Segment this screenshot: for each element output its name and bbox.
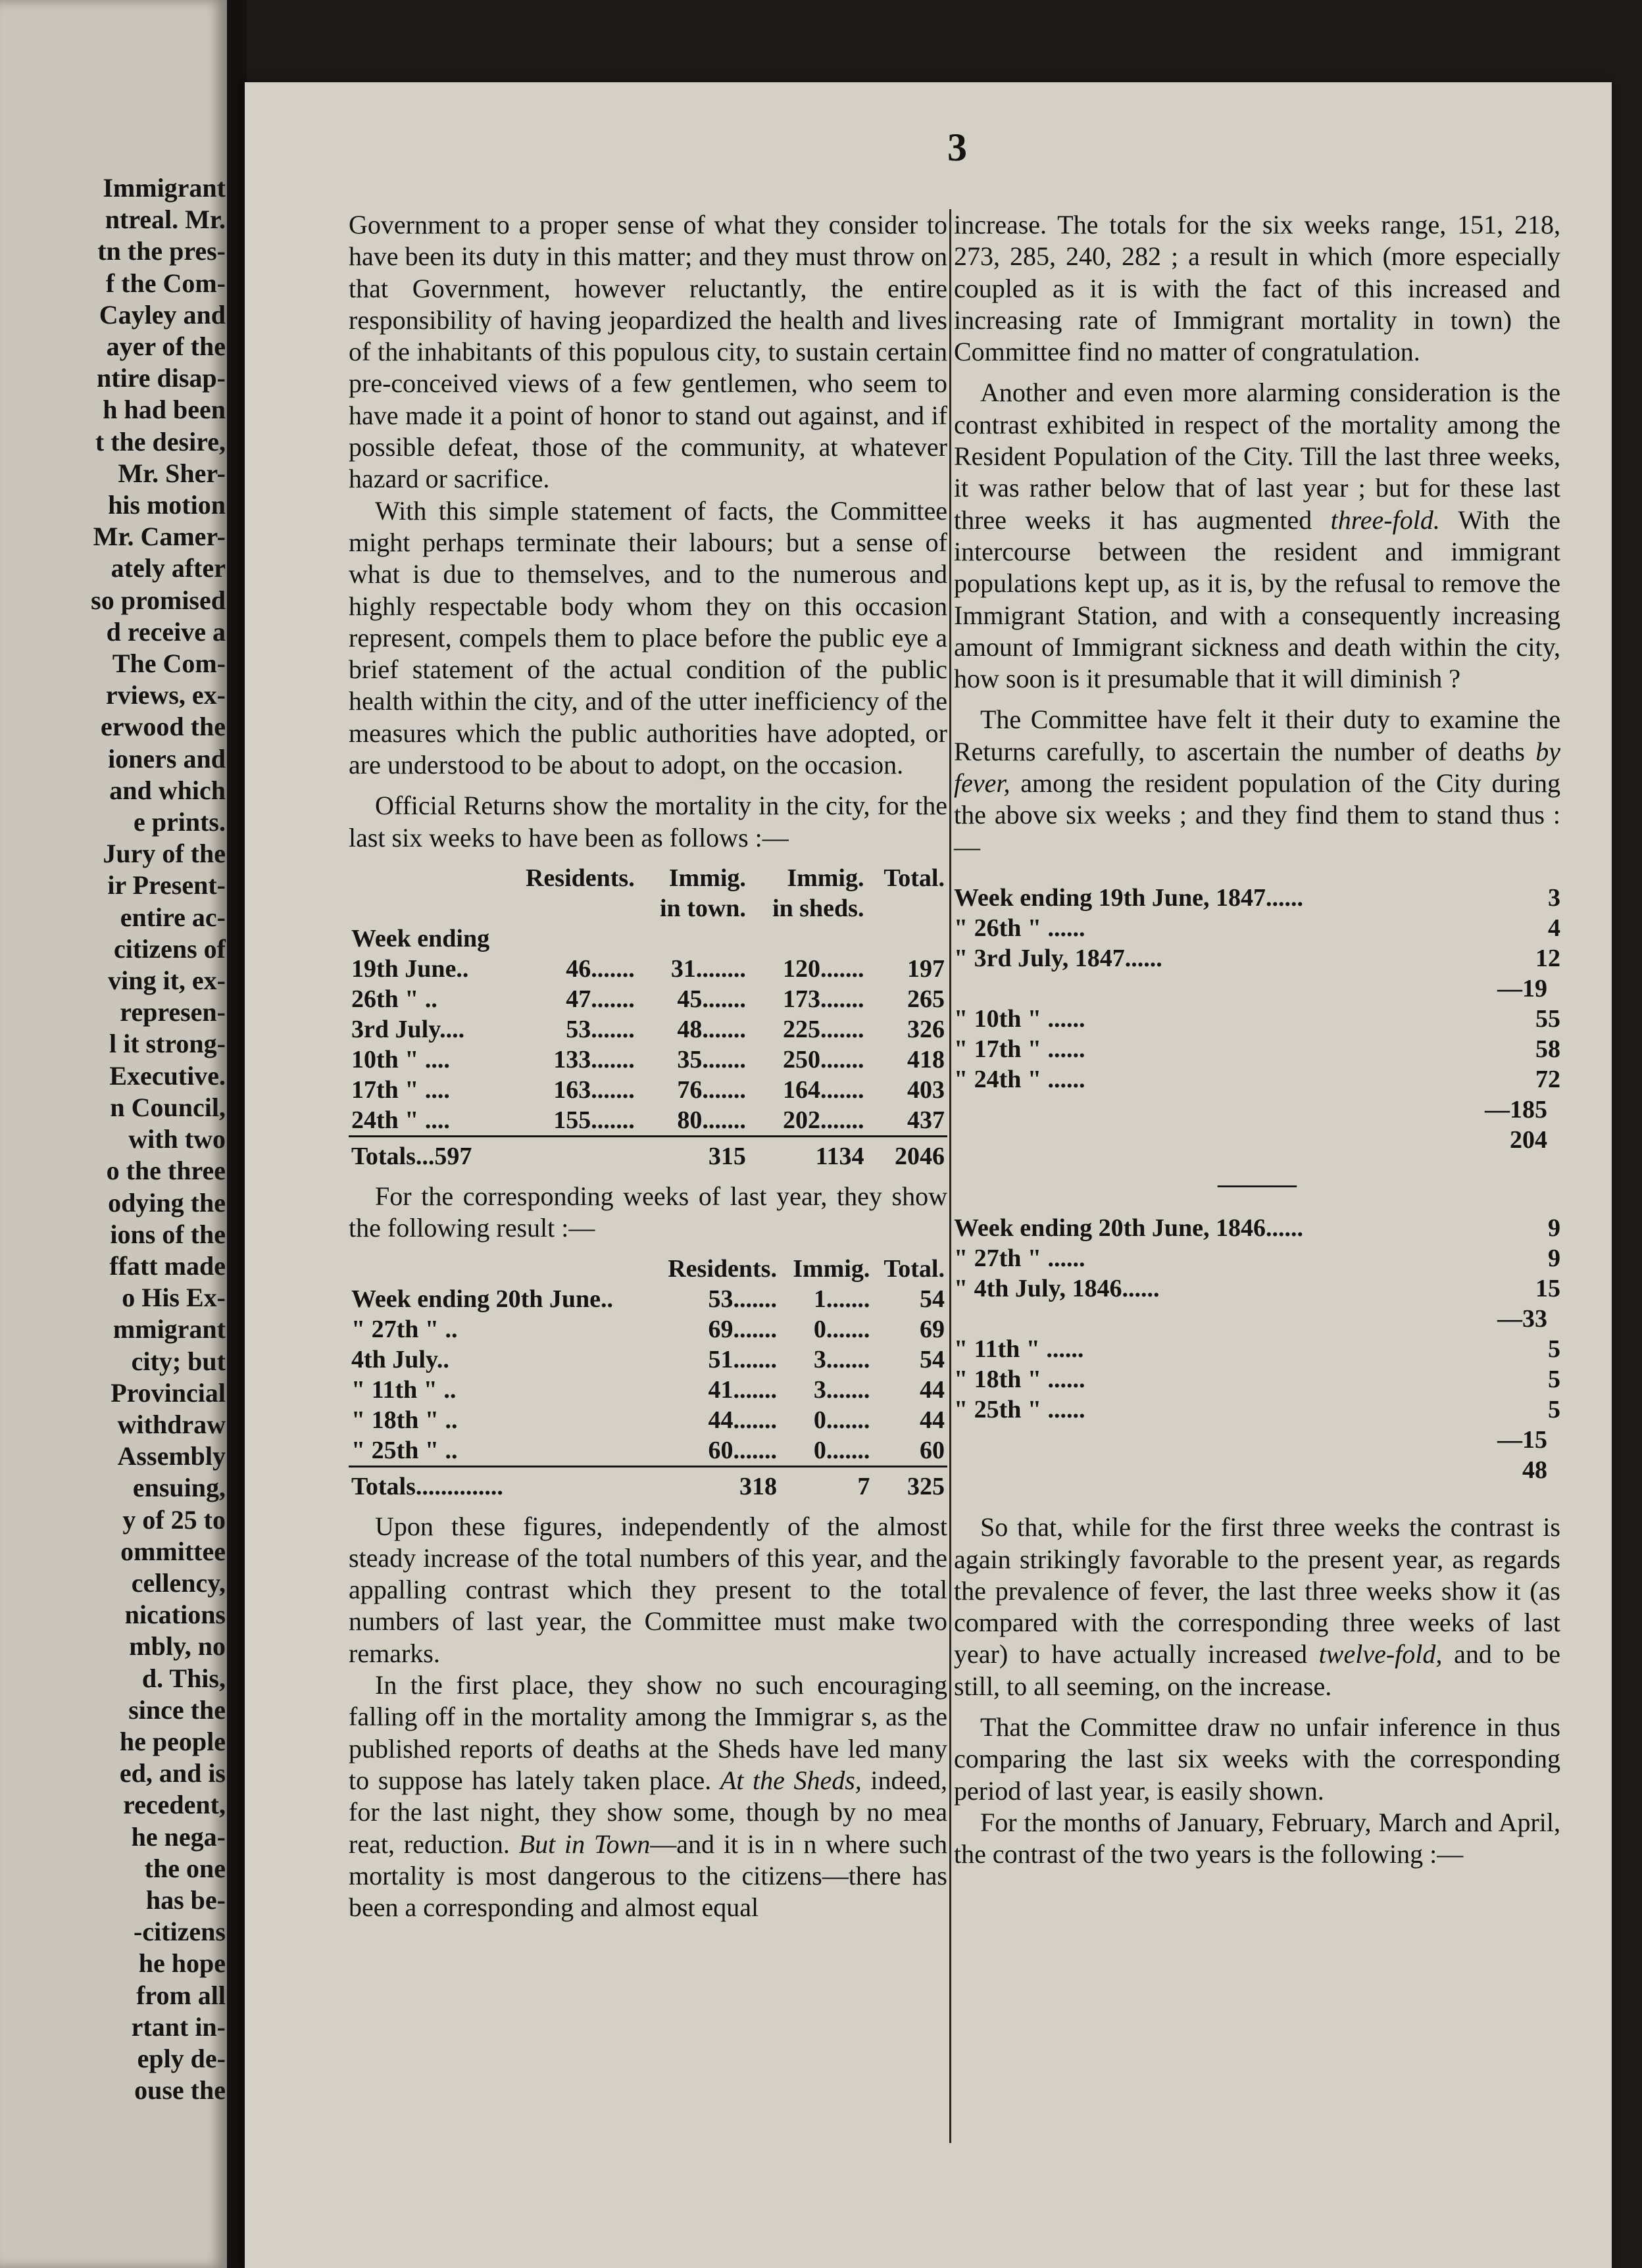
fever-subtotal: —19 bbox=[1497, 974, 1547, 1002]
table-cell: 51....... bbox=[708, 1345, 777, 1373]
table-cell: 202....... bbox=[782, 1106, 864, 1134]
table-cell: 3rd July.... bbox=[351, 1015, 465, 1043]
fever-row bbox=[954, 1334, 1560, 1364]
table-cell: 35....... bbox=[677, 1045, 746, 1073]
previous-page-line: from all bbox=[136, 1980, 226, 2010]
fever-row-label: " 17th " ...... bbox=[954, 1035, 1085, 1063]
table-header: Total. bbox=[883, 1254, 945, 1283]
fever-subtotal: —15 bbox=[1497, 1426, 1547, 1454]
previous-page-line: ommittee bbox=[120, 1536, 226, 1566]
previous-page-line: l it strong- bbox=[109, 1029, 226, 1059]
table-cell: 418 bbox=[907, 1045, 945, 1073]
table-row bbox=[349, 1314, 947, 1344]
table-row bbox=[349, 1045, 947, 1075]
previous-page-line: citizens of bbox=[114, 933, 226, 964]
table-cell: 48....... bbox=[677, 1015, 746, 1043]
table-total-cell: 2046 bbox=[895, 1142, 945, 1170]
table-header: Immig. bbox=[668, 864, 746, 892]
italic-run: by fever, bbox=[954, 736, 1560, 799]
table-cell: " 18th " .. bbox=[351, 1406, 458, 1434]
table-row bbox=[349, 1014, 947, 1045]
previous-page-line: eply de- bbox=[137, 2043, 226, 2073]
table-cell: 120....... bbox=[782, 954, 864, 983]
previous-page-line: Jury of the bbox=[103, 839, 226, 869]
fever-deaths-1846 bbox=[954, 1213, 1560, 1485]
previous-page-line: ions of the bbox=[110, 1219, 226, 1249]
previous-page-line: odying the bbox=[108, 1187, 226, 1218]
previous-page-line: ouse the bbox=[134, 2075, 226, 2106]
previous-page-line: Mr. Sher- bbox=[118, 458, 226, 488]
fever-row-value: 5 bbox=[1548, 1396, 1560, 1424]
table-cell: " 25th " .. bbox=[351, 1436, 458, 1464]
table-cell: 53....... bbox=[708, 1285, 777, 1313]
left-column bbox=[349, 209, 947, 1923]
table-row-label: Week ending bbox=[351, 924, 490, 952]
section-divider: ——— bbox=[1218, 1168, 1297, 1198]
page-number: 3 bbox=[947, 126, 967, 169]
table-cell: 44 bbox=[920, 1406, 945, 1434]
table-cell: 0....... bbox=[813, 1406, 870, 1434]
fever-row-label: Week ending 20th June, 1846...... bbox=[954, 1214, 1304, 1243]
text-run: among the resident population of the City during the above six weeks ; and they find them to stand thus :— bbox=[954, 768, 1560, 862]
fever-subtotal: —185 bbox=[1485, 1095, 1547, 1123]
previous-page-line: cellency, bbox=[131, 1567, 226, 1598]
table-header: Immig. bbox=[787, 864, 864, 892]
table-cell: 3....... bbox=[813, 1345, 870, 1373]
fever-row-value: 72 bbox=[1535, 1065, 1560, 1093]
fever-row-label: " 27th " ...... bbox=[954, 1245, 1085, 1273]
table-total-cell: 325 bbox=[907, 1472, 945, 1500]
table-total-cell: 318 bbox=[739, 1472, 777, 1500]
previous-page-line: n Council, bbox=[110, 1092, 226, 1122]
fever-row bbox=[954, 1243, 1560, 1273]
previous-page-line: ntire disap- bbox=[97, 363, 226, 393]
table-header bbox=[349, 863, 498, 893]
italic-run: But in Town bbox=[518, 1829, 651, 1859]
fever-row bbox=[954, 883, 1560, 913]
previous-page-line: city; but bbox=[131, 1346, 226, 1376]
table-cell: 44 bbox=[920, 1375, 945, 1404]
fever-row-label: " 3rd July, 1847...... bbox=[954, 944, 1162, 972]
previous-page-line: ensuing, bbox=[132, 1473, 226, 1503]
fever-row-value: 5 bbox=[1548, 1335, 1560, 1364]
previous-page-line: the one bbox=[144, 1853, 226, 1883]
previous-page-line: mmigrant bbox=[112, 1314, 226, 1344]
fever-row-value: 55 bbox=[1535, 1004, 1560, 1033]
table-row bbox=[349, 954, 947, 984]
table-cell: 164....... bbox=[782, 1075, 864, 1104]
previous-page-line: and which bbox=[109, 775, 226, 805]
table-cell: 0....... bbox=[813, 1315, 870, 1343]
previous-page-line: mbly, no bbox=[129, 1631, 226, 1662]
table-cell: 133....... bbox=[553, 1045, 635, 1073]
previous-page-line: d. This, bbox=[141, 1663, 226, 1693]
previous-page-line: tn the pres- bbox=[97, 236, 226, 266]
table-subheader: in town. bbox=[660, 894, 746, 922]
fever-row-label: Week ending 19th June, 1847...... bbox=[954, 883, 1304, 912]
previous-page-line: y of 25 to bbox=[122, 1504, 226, 1535]
table-cell: Week ending 20th June.. bbox=[351, 1285, 614, 1313]
italic-run: At the Sheds, bbox=[720, 1765, 862, 1795]
previous-page-line: ayer of the bbox=[106, 332, 226, 362]
previous-page-line: withdraw bbox=[117, 1409, 226, 1439]
book-gutter bbox=[227, 0, 247, 2268]
fever-deaths-1847 bbox=[954, 883, 1560, 1155]
table-cell: 155....... bbox=[553, 1106, 635, 1134]
fever-total: 48 bbox=[1522, 1456, 1547, 1485]
table-cell: 437 bbox=[907, 1106, 945, 1134]
fever-row-value: 58 bbox=[1535, 1035, 1560, 1063]
table-cell: 26th " .. bbox=[351, 985, 437, 1013]
previous-page-line: recedent, bbox=[123, 1790, 226, 1820]
paragraph bbox=[954, 704, 1560, 862]
italic-run: three-fold. bbox=[1330, 505, 1440, 535]
table-cell: 17th " .... bbox=[351, 1075, 450, 1104]
table-row bbox=[349, 1435, 947, 1467]
mortality-table-1847 bbox=[349, 863, 947, 1171]
table-cell: 326 bbox=[907, 1015, 945, 1043]
fever-row-value: 15 bbox=[1535, 1275, 1560, 1303]
previous-page-edge bbox=[0, 0, 227, 2268]
table-row bbox=[349, 984, 947, 1014]
table-cell: 47....... bbox=[566, 985, 635, 1013]
fever-total: 204 bbox=[1510, 1125, 1547, 1154]
previous-page-line: Cayley and bbox=[99, 299, 226, 330]
fever-subtotal: —33 bbox=[1497, 1305, 1547, 1333]
previous-page-line: e prints. bbox=[134, 807, 226, 837]
table-cell: 69....... bbox=[708, 1315, 777, 1343]
text-run: —and it is in n where such mortality is most dangerous to the citizens—there has been a corresponding and almost equal bbox=[349, 1829, 948, 1923]
table-cell: 54 bbox=[920, 1345, 945, 1373]
table-cell: 41....... bbox=[708, 1375, 777, 1404]
paragraph: Upon these figures, independently of the almost steady increase of the total numbers of this year, and the appalling contrast which they present to the total numbers of last year, the Committee must make two remarks. bbox=[349, 1511, 947, 1668]
fever-row-label: " 24th " ...... bbox=[954, 1065, 1085, 1093]
fever-row bbox=[954, 1004, 1560, 1034]
table-total-cell: 7 bbox=[857, 1472, 870, 1500]
previous-page-line: Assembly bbox=[117, 1441, 226, 1471]
table-header: Residents. bbox=[668, 1254, 777, 1283]
fever-row-label: " 11th " ...... bbox=[954, 1335, 1084, 1364]
previous-page-line: nications bbox=[124, 1600, 226, 1630]
paragraph bbox=[349, 1669, 947, 1923]
table-cell: 44....... bbox=[708, 1406, 777, 1434]
table-header bbox=[349, 1254, 651, 1284]
paragraph: Official Returns show the mortality in the city, for the last six weeks to have been as follows :— bbox=[349, 791, 947, 852]
previous-page-line: his motion bbox=[108, 490, 226, 520]
text-run: So that, while for the first three weeks the contrast is again strikingly favorable to the present year, as regards the prevalence of fever, the last three weeks show it (as compared with the corresponding three weeks of last year) to have actually increased bbox=[954, 1512, 1560, 1669]
fever-row-value: 5 bbox=[1548, 1366, 1560, 1394]
previous-page-line: ir Present- bbox=[107, 870, 226, 900]
right-column bbox=[954, 209, 1560, 1871]
previous-page-text bbox=[2, 172, 226, 2106]
table-row bbox=[349, 1075, 947, 1105]
table-cell: 4th July.. bbox=[351, 1345, 449, 1373]
table-cell: 69 bbox=[920, 1315, 945, 1343]
previous-page-line: -citizens bbox=[134, 1917, 226, 1947]
table-cell: 265 bbox=[907, 985, 945, 1013]
table-cell: 250....... bbox=[782, 1045, 864, 1073]
table-total-label: Totals.............. bbox=[351, 1472, 503, 1500]
column-rule bbox=[949, 209, 951, 2143]
fever-row-label: " 25th " ...... bbox=[954, 1396, 1085, 1424]
table-row bbox=[349, 1375, 947, 1405]
table-cell: 163....... bbox=[553, 1075, 635, 1104]
table-cell: 197 bbox=[907, 954, 945, 983]
table-cell: 403 bbox=[907, 1075, 945, 1104]
text-run: With the intercourse between the resident and immigrant populations kept up, as it is, by the refusal to remove the Immigrant Station, and with a consequently increasing amount of Immigrant sickness and death within the city, how soon is it presumable that it will diminish ? bbox=[954, 505, 1561, 694]
text-run: In the first place, they show no such encouraging falling off in the mortality among the Immigrar s, as the published reports of deaths at the Sheds have led many to suppose has lately taken place. bbox=[349, 1670, 947, 1795]
previous-page-line: f the Com- bbox=[105, 268, 226, 298]
table-header: Immig. bbox=[793, 1254, 870, 1283]
previous-page-line: rviews, ex- bbox=[105, 680, 226, 710]
fever-row-label: " 18th " ...... bbox=[954, 1366, 1085, 1394]
previous-page-line: entire ac- bbox=[120, 902, 226, 932]
previous-page-line: erwood the bbox=[101, 712, 226, 742]
table-cell: " 11th " .. bbox=[351, 1375, 457, 1404]
table-subheader bbox=[866, 893, 947, 924]
fever-row bbox=[954, 1273, 1560, 1304]
previous-page-line: o the three bbox=[106, 1156, 226, 1186]
table-subheader bbox=[498, 893, 637, 924]
previous-page-line: rtant in- bbox=[131, 2011, 226, 2042]
paragraph: increase. The totals for the six weeks range, 151, 218, 273, 285, 240, 282 ; a result in which (more especially coupled as it is with the fact of this increased and increasing rate of Immigrant mortality in town) the Committee find no matter of congratulation. bbox=[954, 210, 1560, 367]
previous-page-line: ving it, ex- bbox=[108, 966, 226, 996]
table-cell: 10th " .... bbox=[351, 1045, 450, 1073]
previous-page-line: he nega- bbox=[131, 1821, 226, 1852]
table-total-label: Totals...597 bbox=[351, 1142, 472, 1170]
previous-page-line: ffatt made bbox=[109, 1250, 226, 1281]
text-run: indeed, for the last night, they show some, though by no mea reat, reduction. bbox=[349, 1765, 947, 1859]
table-cell: 76....... bbox=[677, 1075, 746, 1104]
previous-page-line: Provincial bbox=[111, 1377, 226, 1408]
previous-page-line: since the bbox=[128, 1694, 226, 1725]
table-cell: 53....... bbox=[566, 1015, 635, 1043]
table-header: Residents. bbox=[525, 864, 635, 892]
previous-page-line: d receive a bbox=[106, 616, 226, 647]
mortality-table-1846 bbox=[349, 1254, 947, 1502]
previous-page-line: ioners and bbox=[108, 743, 226, 774]
previous-page-line: o His Ex- bbox=[122, 1283, 226, 1313]
italic-run: twelve-fold, bbox=[1318, 1639, 1443, 1669]
text-run: and to be still, to all seeming, on the increase. bbox=[954, 1639, 1561, 1701]
table-cell: 24th " .... bbox=[351, 1106, 450, 1134]
table-cell: 46....... bbox=[566, 954, 635, 983]
previous-page-line: represen- bbox=[120, 997, 226, 1027]
table-row bbox=[349, 1105, 947, 1137]
table-cell: 60....... bbox=[708, 1436, 777, 1464]
previous-page-line: he hope bbox=[138, 1948, 226, 1979]
table-cell: 60 bbox=[920, 1436, 945, 1464]
paragraph: That the Committee draw no unfair inference in thus comparing the last six weeks with the corresponding period of last year, is easily shown. bbox=[954, 1712, 1560, 1806]
previous-page-line: Mr. Camer- bbox=[93, 522, 226, 552]
text-run: Another and even more alarming consideration is the contrast exhibited in respect of the mortality among the Resident Population of the City. Till the last three weeks, it was rather below that of last year ; but for these last three weeks it has augmented bbox=[954, 378, 1560, 535]
table-header: Total. bbox=[883, 864, 945, 892]
previous-page-line: he people bbox=[119, 1726, 226, 1756]
fever-row-value: 12 bbox=[1535, 944, 1560, 972]
fever-row-value: 4 bbox=[1548, 914, 1560, 942]
table-cell: 0....... bbox=[813, 1436, 870, 1464]
fever-row-label: " 10th " ...... bbox=[954, 1004, 1085, 1033]
fever-row bbox=[954, 943, 1560, 974]
table-cell: 225....... bbox=[782, 1015, 864, 1043]
table-row bbox=[349, 1284, 947, 1314]
paragraph bbox=[954, 377, 1560, 695]
fever-row-value: 3 bbox=[1548, 883, 1560, 912]
table-subheader: in sheds. bbox=[772, 894, 864, 922]
table-cell: 31........ bbox=[670, 954, 746, 983]
paragraph: Government to a proper sense of what they consider to have been its duty in this matter; and they must throw on that Government, however reluctantly, the entire responsibility of having jeopardized the health and lives of the inhabitants of this populous city, to sustain certain pre-conceived views of a few gentlemen, who seem to have made it a point of honor to stand out against, and if possible defeat, those of the community, at whatever hazard or sacrifice. bbox=[349, 210, 947, 494]
table-cell: " 27th " .. bbox=[351, 1315, 458, 1343]
table-total-cell: 1134 bbox=[815, 1142, 864, 1170]
previous-page-line: so promised bbox=[91, 585, 226, 615]
fever-row bbox=[954, 1364, 1560, 1394]
table-cell: 80....... bbox=[677, 1106, 746, 1134]
paragraph: For the corresponding weeks of last year, they show the following result :— bbox=[349, 1181, 947, 1243]
previous-page-line: h had been bbox=[103, 395, 226, 425]
table-row bbox=[349, 1405, 947, 1435]
fever-row-label: " 26th " ...... bbox=[954, 914, 1085, 942]
table-subheader bbox=[349, 893, 498, 924]
fever-row bbox=[954, 1064, 1560, 1095]
previous-page-line: ately after bbox=[111, 553, 226, 583]
text-run: The Committee have felt it their duty to examine the Returns carefully, to ascertain the number of deaths bbox=[954, 704, 1560, 766]
previous-page-line: Executive. bbox=[109, 1060, 226, 1091]
fever-row bbox=[954, 913, 1560, 943]
previous-page-line: ntreal. Mr. bbox=[105, 205, 226, 235]
table-row bbox=[349, 1344, 947, 1375]
table-total-cell: 315 bbox=[708, 1142, 746, 1170]
table-cell: 1....... bbox=[813, 1285, 870, 1313]
paragraph: With this simple statement of facts, the Committee might perhaps terminate their labours; but a sense of what is due to themselves, and to the numerous and highly respectable body whom they on this occasion represent, compels them to place before the public eye a brief statement of the actual condition of the public health within the city, and of the utter inefficiency of the measures which the public authorities have adopted, or are understood to be about to adopt, on the occasion. bbox=[349, 495, 947, 780]
fever-row-label: " 4th July, 1846...... bbox=[954, 1275, 1160, 1303]
table-cell: 19th June.. bbox=[351, 954, 469, 983]
table-cell: 45....... bbox=[677, 985, 746, 1013]
table-cell: 54 bbox=[920, 1285, 945, 1313]
previous-page-line: Immigrant bbox=[103, 173, 226, 203]
previous-page-line: t the desire, bbox=[95, 426, 226, 456]
paragraph: For the months of January, February, March and April, the contrast of the two years is the following :— bbox=[954, 1807, 1560, 1869]
previous-page-line: The Com- bbox=[112, 649, 226, 679]
previous-page-line: with two bbox=[128, 1124, 226, 1154]
previous-page-line: ed, and is bbox=[119, 1758, 226, 1788]
fever-row-value: 9 bbox=[1548, 1245, 1560, 1273]
previous-page-line: has be- bbox=[145, 1885, 226, 1915]
paragraph bbox=[954, 1512, 1560, 1702]
fever-row bbox=[954, 1213, 1560, 1243]
table-cell: 173....... bbox=[782, 985, 864, 1013]
fever-row bbox=[954, 1034, 1560, 1064]
table-cell: 3....... bbox=[813, 1375, 870, 1404]
fever-row bbox=[954, 1394, 1560, 1425]
fever-row-value: 9 bbox=[1548, 1214, 1560, 1243]
